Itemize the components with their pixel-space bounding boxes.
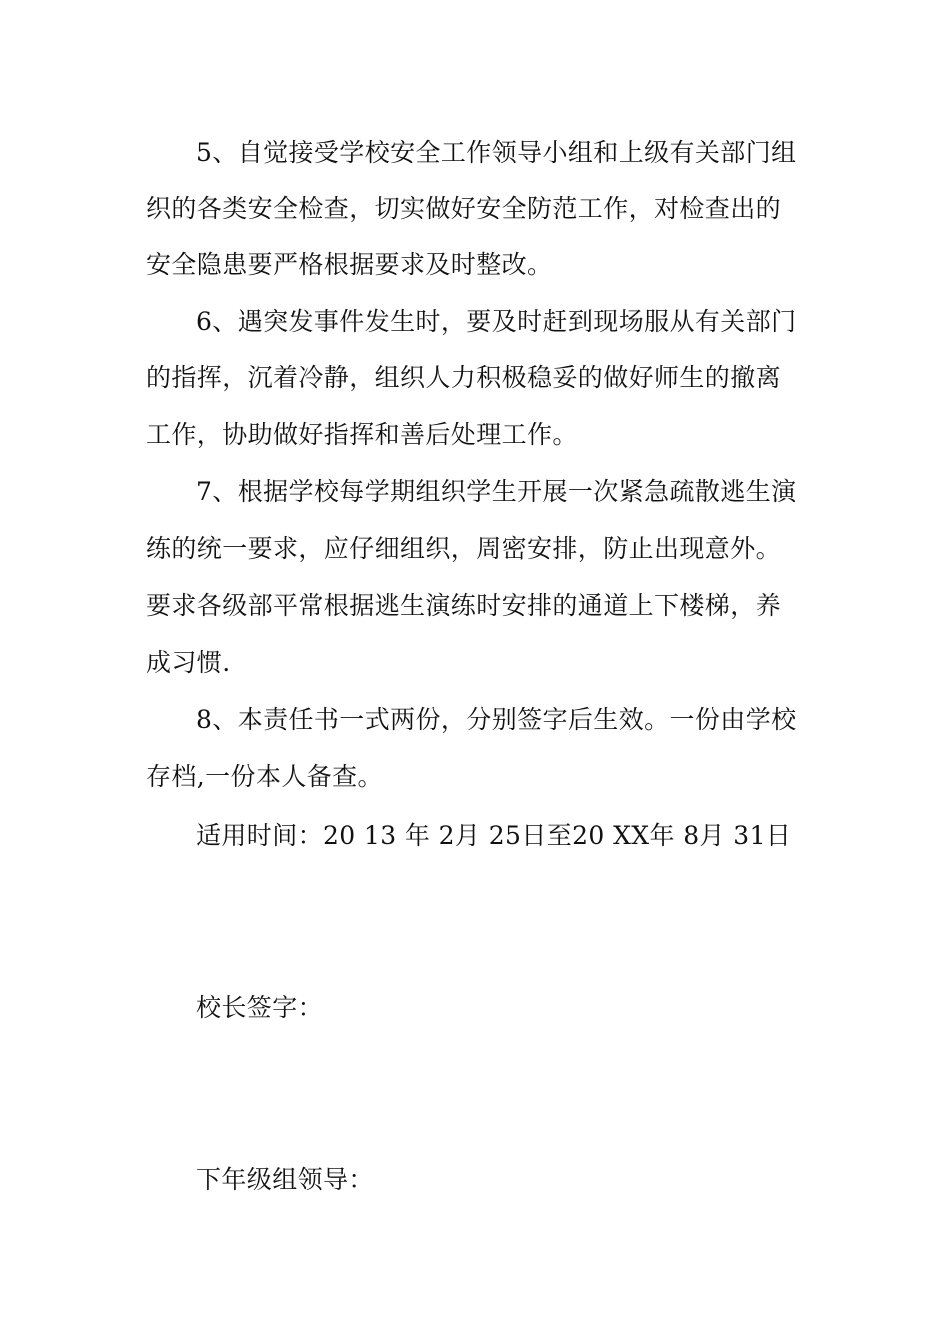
item-5-line-1: 5、自觉接受学校安全工作领导小组和上级有关部门组 bbox=[196, 138, 797, 167]
item-7-line-4: 成习惯. bbox=[146, 648, 231, 677]
item-5-line-3: 安全隐患要严格根据要求及时整改。 bbox=[146, 250, 553, 279]
item-6-line-3: 工作，协助做好指挥和善后处理工作。 bbox=[146, 420, 578, 449]
item-7-line-1: 7、根据学校每学期组织学生开展一次紧急疏散逃生演 bbox=[196, 477, 797, 506]
item-8-line-1: 8、本责任书一式两份，分别签字后生效。一份由学校 bbox=[196, 705, 797, 734]
item-7-line-3: 要求各级部平常根据逃生演练时安排的通道上下楼梯，养 bbox=[146, 591, 782, 620]
item-8-line-2: 存档,一份本人备查。 bbox=[146, 762, 383, 791]
grade-leader-signature-label: 下年级组领导： bbox=[196, 1165, 374, 1194]
item-5-line-2: 织的各类安全检查，切实做好安全防范工作，对检查出的 bbox=[146, 194, 782, 223]
principal-signature-label: 校长签字： bbox=[196, 993, 324, 1022]
item-6-line-1: 6、遇突发事件发生时，要及时赶到现场服从有关部门 bbox=[196, 307, 797, 336]
item-7-line-2: 练的统一要求，应仔细组织，周密安排，防止出现意外。 bbox=[146, 534, 782, 563]
item-6-line-2: 的指挥，沉着冷静，组织人力积极稳妥的做好师生的撤离 bbox=[146, 363, 782, 392]
validity-period: 适用时间：20 13 年 2月 25日至20 XX年 8月 31日 bbox=[196, 821, 792, 850]
